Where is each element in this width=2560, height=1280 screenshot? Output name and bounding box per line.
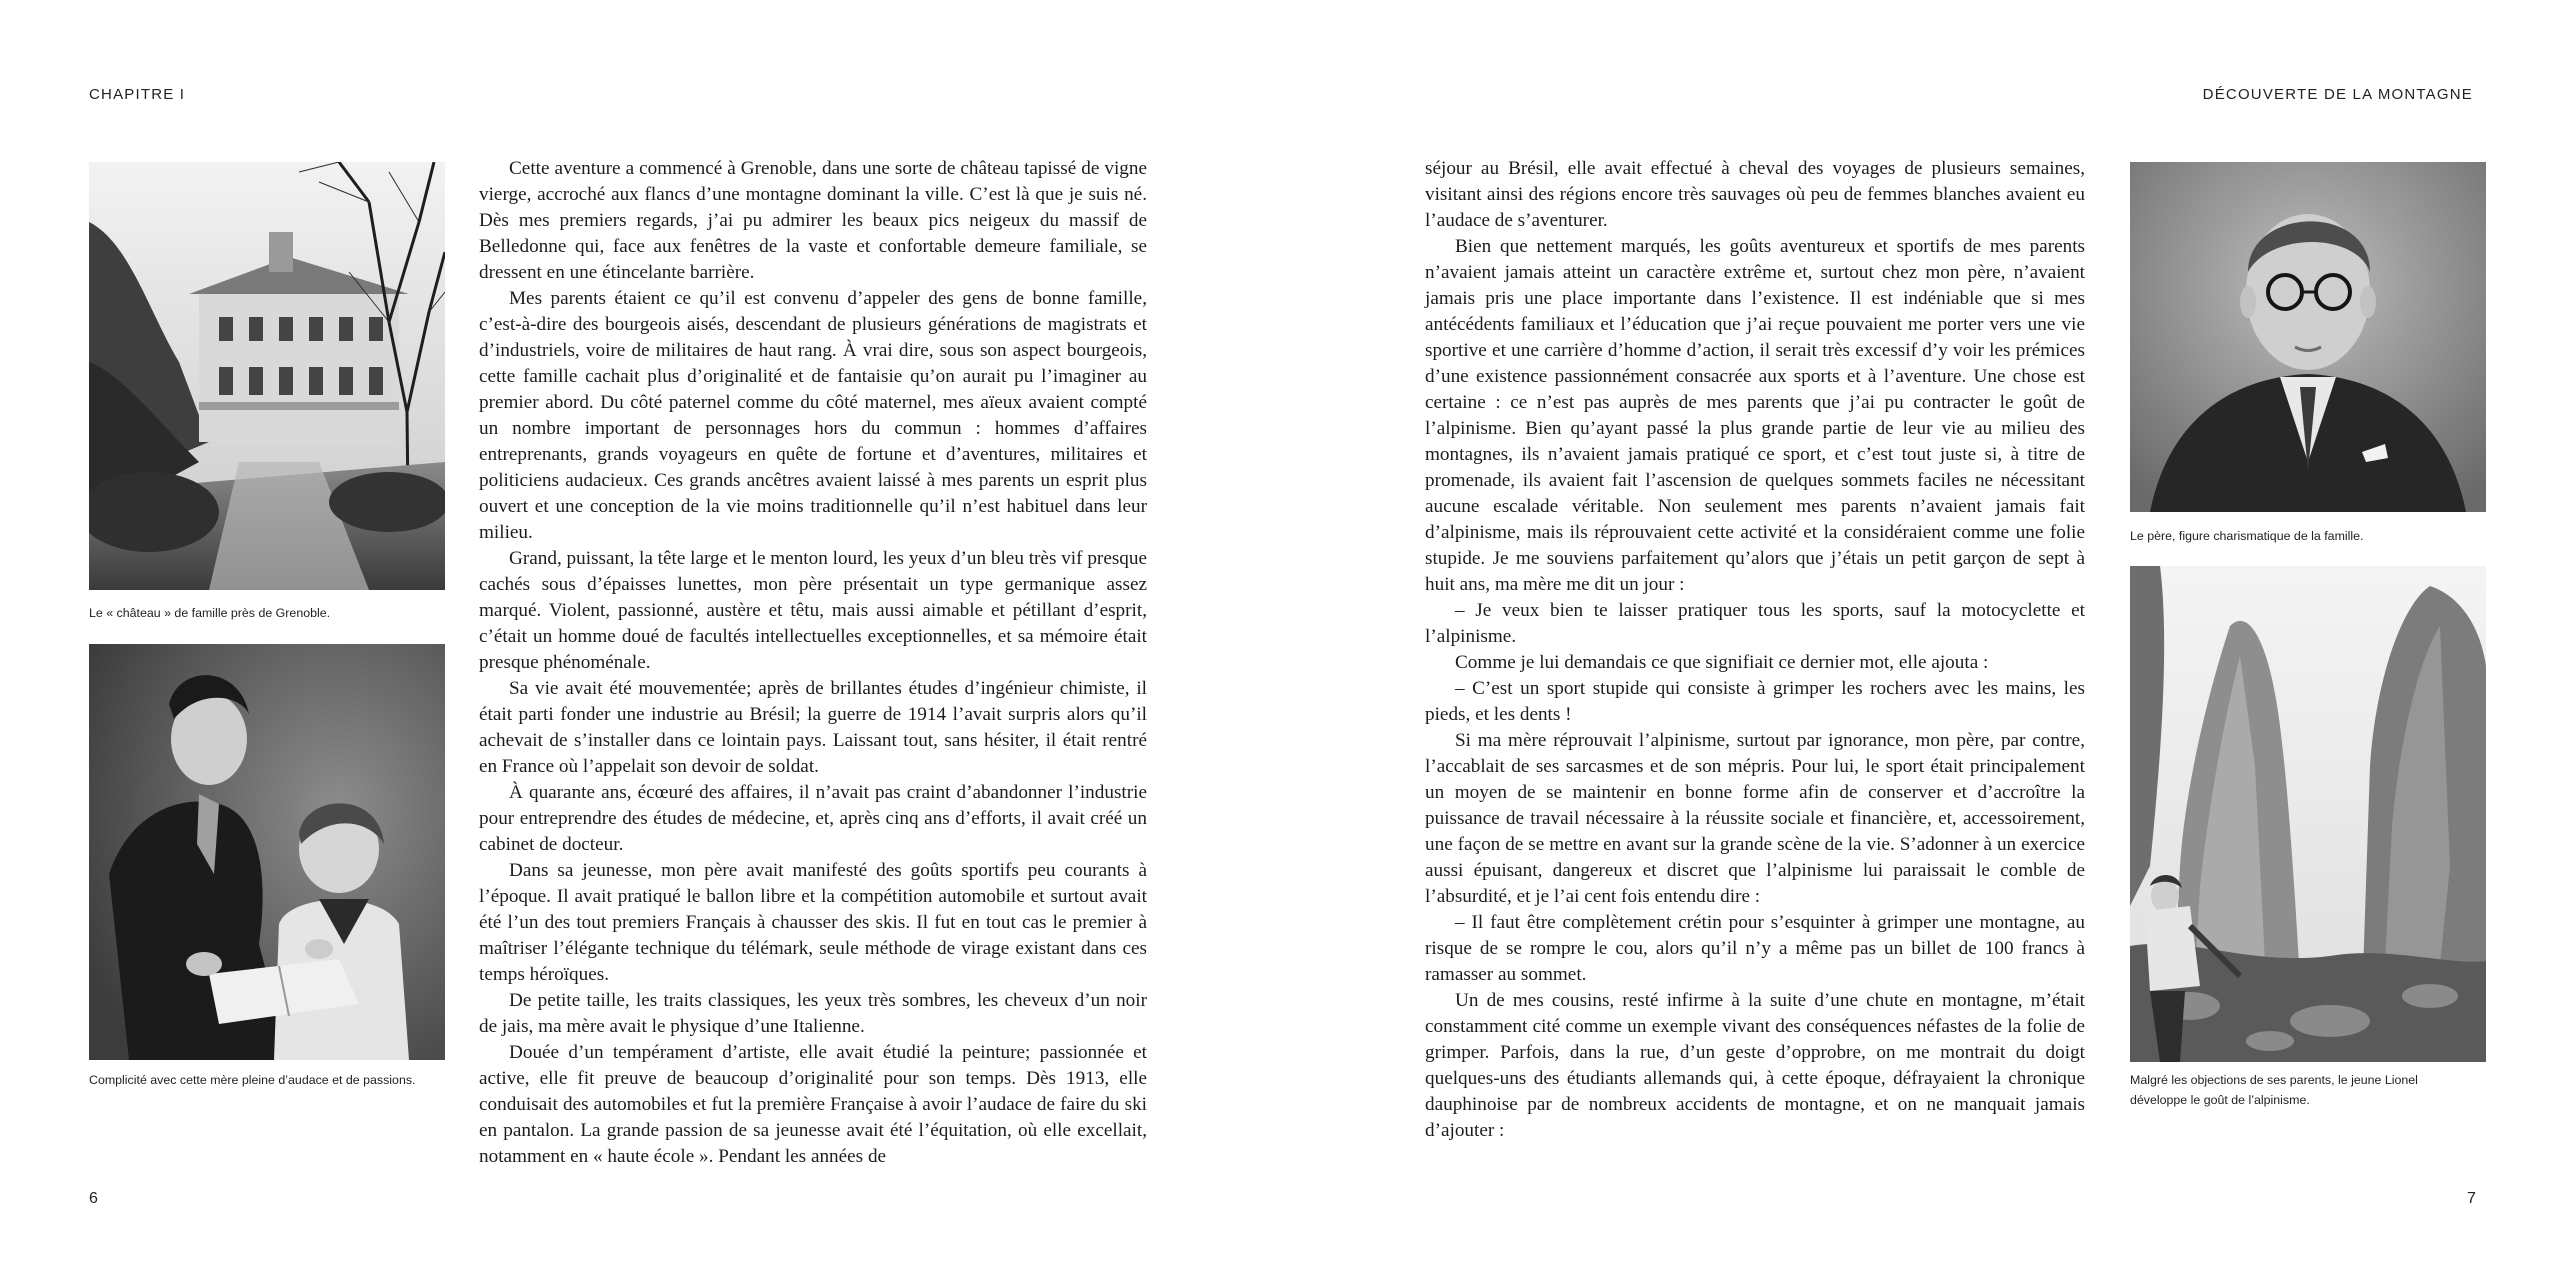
young-climber-caption: Malgré les objections de ses parents, le jeune Lionel développe le goût de l’alpinisme. (2130, 1073, 2418, 1107)
right-paragraph-4: Si ma mère réprouvait l’alpinisme, surtout par ignorance, mon père, par contre, l’accablait de ses sarcasmes et de son mépris. Pour lui, le sport était principalement un moyen de se maintenir en bonne forme afin de conserver et d’accroître la puissance de travail nécessaire à la réussite sociale et financière, et, accessoirement, une façon de se mettre en avant sur la grande scène de la vie. S’adonner à un exercice aussi épuisant, dangereux et discret que l’alpinisme lui paraissait le comble de l’absurdité, et je l’ai cent fois entendu dire : (1425, 730, 2085, 907)
right-dialogue-3: – Il faut être complètement crétin pour s’esquinter à grimper une montagne, au risque de se rompre le cou, alors qu’il n’y a même pas un billet de 100 francs à ramasser au sommet. (1425, 912, 2085, 985)
right-paragraph-3: Comme je lui demandais ce que signifiait ce dernier mot, elle ajouta : (1455, 652, 1989, 673)
left-paragraph-7: De petite taille, les traits classiques, les yeux très sombres, les cheveux d’un noir de jais, ma mère avait le physique d’une Italienne. (479, 990, 1147, 1037)
left-paragraph-1: Cette aventure a commencé à Grenoble, dans une sorte de château tapissé de vigne vierge, accroché aux flancs d’une montagne dominant la ville. C’est là que je suis né. Dès mes premiers regards, j’ai pu admirer les beaux pics neigeux du massif de Belledonne qui, face aux fenêtres de la vaste et confortable demeure familiale, se dressent en une étincelante barrière. (479, 158, 1147, 283)
right-text-column (1425, 156, 2085, 1144)
right-paragraph-2: Bien que nettement marqués, les goûts aventureux et sportifs de mes parents n’avaient jamais atteint un caractère extrême et, surtout chez mon père, n’avaient jamais pris une place importante dans l’existence. Il est indéniable que si mes antécédents familiaux et l’éducation que j’ai reçue pouvaient me porter vers une vie sportive et une carrière d’homme d’action, il serait très excessif d’y voir les prémices d’une existence passionnément consacrée aux sports et à l’aventure. Une chose est certaine : ce n’est pas auprès de mes parents que j’ai pu contracter le goût de l’alpinisme. Bien qu’ayant passé la plus grande partie de leur vie au milieu des montagnes, ils n’avaient jamais pratiqué ce sport, et c’est tout juste si, à titre de promenade, ils avaient fait l’ascension de quelques sommets faciles ne nécessitant aucune escalade véritable. Non seulement mes parents n’avaient jamais fait d’alpinisme, mais ils réprouvaient cette activité et la considéraient comme une folie stupide. Je me souviens parfaitement qu’alors que j’étais un petit garçon de sept à huit ans, ma mère me dit un jour : (1425, 236, 2085, 595)
father-portrait-photo (2130, 162, 2486, 512)
right-dialogue-2: – C’est un sport stupide qui consiste à grimper les rochers avec les mains, les pieds, et les dents ! (1425, 678, 2085, 725)
folio-right: 7 (2467, 1190, 2476, 1207)
left-paragraph-2: Mes parents étaient ce qu’il est convenu d’appeler des gens de bonne famille, c’est-à-dire des bourgeois aisés, descendant de plusieurs générations de magistrats et d’industriels, voire de militaires de haut rang. À vrai dire, sous son aspect bourgeois, cette famille cachait plus d’originalité et de fantaisie qu’on aurait pu l’imaginer au premier abord. Du côté paternel comme du côté maternel, mes aïeux avaient compté un nombre important de personnages hors du commun : hommes d’affaires entreprenants, grands voyageurs en quête de fortune et d’aventures, militaires et politiciens audacieux. Ces grands ancêtres avaient laissé à mes parents un esprit plus ouvert et une conception de la vie moins traditionnelle qu’il n’est habituel dans leur milieu. (479, 288, 1147, 543)
right-paragraph-1: séjour au Brésil, elle avait effectué à cheval des voyages de plusieurs semaines, visitant ainsi des régions encore très sauvages où peu de femmes blanches avaient eu l’audace de s’aventurer. (1425, 158, 2085, 231)
left-paragraph-5: À quarante ans, écœuré des affaires, il n’avait pas craint d’abandonner l’industrie pour entreprendre des études de médecine, et, après cinq ans d’efforts, il avait créé un cabinet de docteur. (479, 782, 1147, 855)
mother-child-photo (89, 644, 445, 1060)
right-dialogue-1: – Je veux bien te laisser pratiquer tous les sports, sauf la motocyclette et l’alpinisme. (1425, 600, 2085, 647)
right-paragraph-5: Un de mes cousins, resté infirme à la suite d’une chute en montagne, m’était constamment cité comme un exemple vivant des conséquences néfastes de la folie de grimper. Parfois, dans la rue, d’un geste d’opprobre, on me montrait du doigt quelques-uns des étudiants allemands qui, à cette époque, défrayaient la chronique dauphinoise par de nombreux accidents de montagne, et on ne manquait jamais d’ajouter : (1425, 990, 2085, 1141)
left-text-column (479, 156, 1147, 1170)
left-paragraph-6: Dans sa jeunesse, mon père avait manifesté des goûts sportifs peu courants à l’époque. Il avait pratiqué le ballon libre et la compétition automobile et surtout avait été l’un des tout premiers Français à chausser des skis. Il fut en tout cas le premier à maîtriser l’élégante technique du télémark, seule méthode de virage existant dans ces temps héroïques. (479, 860, 1147, 985)
mother-child-caption: Complicité avec cette mère pleine d’audace et de passions. (89, 1073, 416, 1087)
left-paragraph-4: Sa vie avait été mouvementée; après de brillantes études d’ingénieur chimiste, il était parti fonder une industrie au Brésil; la guerre de 1914 l’avait surpris alors qu’il achevait de s’installer dans ce lointain pays. Laissant tout, sans hésiter, il était rentré en France où l’appelait son devoir de soldat. (479, 678, 1147, 777)
father-portrait-caption: Le père, figure charismatique de la famille. (2130, 529, 2364, 543)
chateau-photo (89, 162, 445, 590)
chateau-caption: Le « château » de famille près de Grenoble. (89, 606, 331, 620)
young-climber-photo (2130, 566, 2486, 1062)
left-paragraph-8: Douée d’un tempérament d’artiste, elle avait étudié la peinture; passionnée et active, elle fit preuve de beaucoup d’originalité pour son temps. Dès 1913, elle conduisait des automobiles et fut la première Française à avoir l’audace de faire du ski en pantalon. La grande passion de sa jeunesse avait été l’équitation, où elle excellait, notamment en « haute école ». Pendant les années de (479, 1042, 1147, 1167)
running-head-left: CHAPITRE I (89, 86, 186, 103)
folio-left: 6 (89, 1190, 98, 1207)
running-head-right: DÉCOUVERTE DE LA MONTAGNE (2202, 86, 2473, 103)
left-paragraph-3: Grand, puissant, la tête large et le menton lourd, les yeux d’un bleu très vif presque cachés sous d’épaisses lunettes, mon père présentait un type germanique assez marqué. Violent, passionné, austère et têtu, mais aussi aimable et pétillant d’esprit, c’était un homme doué de facultés intellectuelles exceptionnelles, et sa mémoire était presque phénoménale. (479, 548, 1147, 673)
